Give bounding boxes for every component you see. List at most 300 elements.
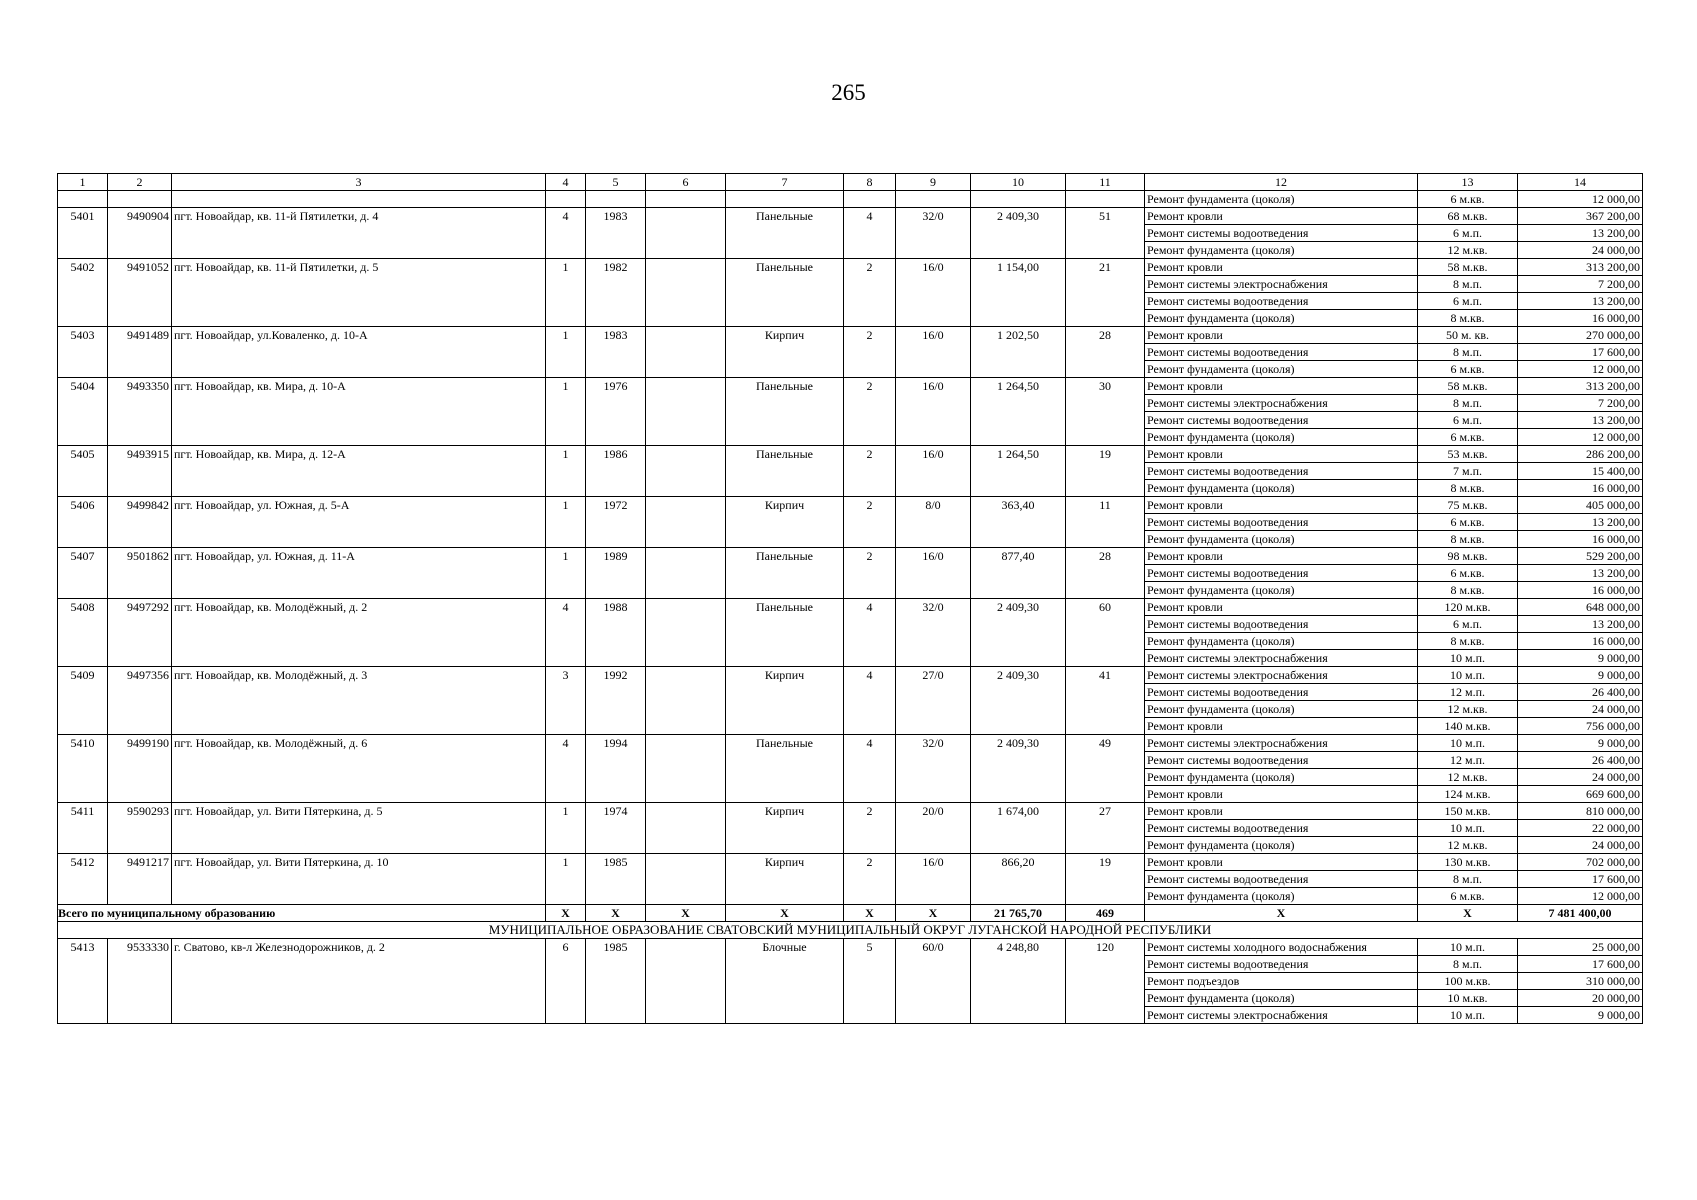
construction-year: 1972	[586, 497, 646, 548]
wall-material: Кирпич	[726, 803, 844, 854]
col-9-value: 16/0	[896, 259, 971, 327]
work-volume: 8 м.кв.	[1418, 531, 1518, 548]
work-cost: 313 200,00	[1518, 378, 1643, 395]
work-type: Ремонт фундамента (цоколя)	[1145, 990, 1418, 1007]
construction-year: 1988	[586, 599, 646, 667]
work-cost: 16 000,00	[1518, 633, 1643, 650]
building-code: 9501862	[108, 548, 172, 599]
work-type: Ремонт системы водоотведения	[1145, 820, 1418, 837]
work-type: Ремонт системы водоотведения	[1145, 616, 1418, 633]
work-volume: 12 м.кв.	[1418, 769, 1518, 786]
total-area: 2 409,30	[971, 208, 1066, 259]
section-title: МУНИЦИПАЛЬНОЕ ОБРАЗОВАНИЕ СВАТОВСКИЙ МУНИЦИПАЛЬНЫЙ ОКРУГ ЛУГАНСКОЙ НАРОДНОЙ РЕСПУБЛИКИ	[58, 922, 1643, 939]
empty-cell	[586, 191, 646, 208]
table-row	[58, 208, 1643, 225]
work-type: Ремонт системы водоотведения	[1145, 344, 1418, 361]
work-type: Ремонт кровли	[1145, 854, 1418, 871]
floors-count: 2	[844, 548, 896, 599]
work-cost: 9 000,00	[1518, 1007, 1643, 1024]
work-volume: 6 м.кв.	[1418, 514, 1518, 531]
work-volume: 6 м.кв.	[1418, 361, 1518, 378]
column-number: 2	[108, 174, 172, 191]
building-code: 9499190	[108, 735, 172, 803]
wall-material: Панельные	[726, 259, 844, 327]
work-type: Ремонт системы электроснабжения	[1145, 395, 1418, 412]
col-6-value	[646, 327, 726, 378]
work-type: Ремонт кровли	[1145, 208, 1418, 225]
table-row	[58, 259, 1643, 276]
wall-material: Панельные	[726, 599, 844, 667]
work-type: Ремонт системы водоотведения	[1145, 752, 1418, 769]
row-number: 5410	[58, 735, 108, 803]
building-code: 9590293	[108, 803, 172, 854]
work-volume: 68 м.кв.	[1418, 208, 1518, 225]
work-volume: 10 м.п.	[1418, 650, 1518, 667]
work-cost: 12 000,00	[1518, 361, 1643, 378]
column-number: 11	[1066, 174, 1145, 191]
floors-count: 2	[844, 327, 896, 378]
work-volume: 12 м.кв.	[1418, 701, 1518, 718]
floors-count: 2	[844, 446, 896, 497]
building-address: пгт. Новоайдар, ул. Вити Пятеркина, д. 5	[172, 803, 546, 854]
work-volume: 8 м.кв.	[1418, 310, 1518, 327]
floors-count: 2	[844, 259, 896, 327]
work-type: Ремонт подъездов	[1145, 973, 1418, 990]
col-6-value	[646, 446, 726, 497]
total-area: 1 674,00	[971, 803, 1066, 854]
work-type: Ремонт системы водоотведения	[1145, 293, 1418, 310]
work-type: Ремонт фундамента (цоколя)	[1145, 310, 1418, 327]
work-cost: 9 000,00	[1518, 667, 1643, 684]
col-9-value: 60/0	[896, 939, 971, 1024]
work-cost: 20 000,00	[1518, 990, 1643, 1007]
work-volume: 53 м.кв.	[1418, 446, 1518, 463]
residents-count: 51	[1066, 208, 1145, 259]
col-9-value: 32/0	[896, 208, 971, 259]
total-area: 877,40	[971, 548, 1066, 599]
col-4-value: 1	[546, 446, 586, 497]
col-6-value	[646, 667, 726, 735]
total-col-5: X	[586, 905, 646, 922]
column-number: 5	[586, 174, 646, 191]
work-volume: 8 м.п.	[1418, 276, 1518, 293]
empty-cell	[844, 191, 896, 208]
residents-count: 41	[1066, 667, 1145, 735]
work-cost: 24 000,00	[1518, 837, 1643, 854]
col-9-value: 16/0	[896, 378, 971, 446]
work-cost: 270 000,00	[1518, 327, 1643, 344]
wall-material: Кирпич	[726, 497, 844, 548]
work-cost: 16 000,00	[1518, 310, 1643, 327]
building-code: 9491217	[108, 854, 172, 905]
row-number: 5413	[58, 939, 108, 1024]
work-type: Ремонт кровли	[1145, 378, 1418, 395]
residents-count: 27	[1066, 803, 1145, 854]
work-type: Ремонт системы электроснабжения	[1145, 1007, 1418, 1024]
floors-count: 4	[844, 735, 896, 803]
table-row	[58, 667, 1643, 684]
work-volume: 130 м.кв.	[1418, 854, 1518, 871]
column-number: 6	[646, 174, 726, 191]
empty-cell	[896, 191, 971, 208]
work-cost: 12 000,00	[1518, 191, 1643, 208]
work-type: Ремонт фундамента (цоколя)	[1145, 582, 1418, 599]
work-type: Ремонт фундамента (цоколя)	[1145, 429, 1418, 446]
column-number: 8	[844, 174, 896, 191]
work-type: Ремонт фундамента (цоколя)	[1145, 361, 1418, 378]
building-address: г. Сватово, кв-л Железнодорожников, д. 2	[172, 939, 546, 1024]
col-9-value: 16/0	[896, 548, 971, 599]
col-6-value	[646, 854, 726, 905]
work-volume: 10 м.п.	[1418, 667, 1518, 684]
building-code: 9499842	[108, 497, 172, 548]
work-volume: 12 м.кв.	[1418, 242, 1518, 259]
residents-count: 120	[1066, 939, 1145, 1024]
construction-year: 1992	[586, 667, 646, 735]
work-volume: 6 м.кв.	[1418, 429, 1518, 446]
construction-year: 1982	[586, 259, 646, 327]
col-6-value	[646, 259, 726, 327]
section-header-row	[58, 922, 1643, 939]
table-row	[58, 854, 1643, 871]
work-type: Ремонт кровли	[1145, 548, 1418, 565]
work-cost: 13 200,00	[1518, 616, 1643, 633]
col-4-value: 1	[546, 327, 586, 378]
wall-material: Кирпич	[726, 327, 844, 378]
work-volume: 98 м.кв.	[1418, 548, 1518, 565]
page-number: 265	[831, 80, 866, 105]
work-volume: 75 м.кв.	[1418, 497, 1518, 514]
work-type: Ремонт кровли	[1145, 446, 1418, 463]
total-residents: 469	[1066, 905, 1145, 922]
work-volume: 10 м.п.	[1418, 735, 1518, 752]
row-number: 5401	[58, 208, 108, 259]
work-cost: 24 000,00	[1518, 701, 1643, 718]
work-cost: 12 000,00	[1518, 429, 1643, 446]
col-9-value: 16/0	[896, 446, 971, 497]
floors-count: 2	[844, 803, 896, 854]
column-number: 3	[172, 174, 546, 191]
column-number: 7	[726, 174, 844, 191]
work-volume: 10 м.п.	[1418, 1007, 1518, 1024]
column-number: 10	[971, 174, 1066, 191]
building-address: пгт. Новоайдар, ул. Южная, д. 11-А	[172, 548, 546, 599]
work-cost: 7 200,00	[1518, 276, 1643, 293]
work-volume: 6 м.п.	[1418, 616, 1518, 633]
residents-count: 28	[1066, 327, 1145, 378]
work-volume: 6 м.кв.	[1418, 888, 1518, 905]
wall-material: Панельные	[726, 735, 844, 803]
work-type: Ремонт системы водоотведения	[1145, 514, 1418, 531]
building-address: пгт. Новоайдар, ул.Коваленко, д. 10-А	[172, 327, 546, 378]
empty-cell	[646, 191, 726, 208]
work-type: Ремонт системы водоотведения	[1145, 871, 1418, 888]
work-volume: 6 м.п.	[1418, 225, 1518, 242]
total-area: 1 264,50	[971, 378, 1066, 446]
row-number: 5406	[58, 497, 108, 548]
table-body	[58, 174, 1643, 1024]
column-number-row	[58, 174, 1643, 191]
total-area: 2 409,30	[971, 599, 1066, 667]
col-9-value: 27/0	[896, 667, 971, 735]
col-4-value: 6	[546, 939, 586, 1024]
empty-cell	[108, 191, 172, 208]
work-type: Ремонт системы водоотведения	[1145, 412, 1418, 429]
work-type: Ремонт системы водоотведения	[1145, 565, 1418, 582]
work-type: Ремонт системы водоотведения	[1145, 956, 1418, 973]
total-col-8: X	[844, 905, 896, 922]
work-volume: 10 м.п.	[1418, 820, 1518, 837]
residents-count: 60	[1066, 599, 1145, 667]
construction-year: 1986	[586, 446, 646, 497]
work-volume: 10 м.кв.	[1418, 990, 1518, 1007]
total-area: 2 409,30	[971, 735, 1066, 803]
col-4-value: 1	[546, 259, 586, 327]
table-row	[58, 735, 1643, 752]
residents-count: 28	[1066, 548, 1145, 599]
work-volume: 8 м.п.	[1418, 871, 1518, 888]
work-volume: 8 м.п.	[1418, 395, 1518, 412]
work-cost: 16 000,00	[1518, 480, 1643, 497]
construction-year: 1994	[586, 735, 646, 803]
work-cost: 16 000,00	[1518, 531, 1643, 548]
table-row	[58, 446, 1643, 463]
col-9-value: 20/0	[896, 803, 971, 854]
work-cost: 13 200,00	[1518, 412, 1643, 429]
total-label: Всего по муниципальному образованию	[58, 905, 546, 922]
wall-material: Панельные	[726, 378, 844, 446]
total-area: 1 202,50	[971, 327, 1066, 378]
table-row	[58, 803, 1643, 820]
total-col-12: X	[1145, 905, 1418, 922]
row-number: 5402	[58, 259, 108, 327]
work-volume: 7 м.п.	[1418, 463, 1518, 480]
building-address: пгт. Новоайдар, кв. Молодёжный, д. 2	[172, 599, 546, 667]
total-row	[58, 905, 1643, 922]
work-cost: 25 000,00	[1518, 939, 1643, 956]
work-cost: 810 000,00	[1518, 803, 1643, 820]
work-volume: 10 м.п.	[1418, 939, 1518, 956]
residents-count: 21	[1066, 259, 1145, 327]
work-volume: 58 м.кв.	[1418, 378, 1518, 395]
table-row	[58, 599, 1643, 616]
work-type: Ремонт фундамента (цоколя)	[1145, 191, 1418, 208]
work-cost: 26 400,00	[1518, 752, 1643, 769]
work-volume: 8 м.кв.	[1418, 582, 1518, 599]
col-6-value	[646, 803, 726, 854]
total-col-6: X	[646, 905, 726, 922]
table-row	[58, 939, 1643, 956]
work-cost: 12 000,00	[1518, 888, 1643, 905]
residents-count: 11	[1066, 497, 1145, 548]
col-4-value: 1	[546, 378, 586, 446]
work-type: Ремонт кровли	[1145, 599, 1418, 616]
construction-year: 1983	[586, 208, 646, 259]
work-cost: 367 200,00	[1518, 208, 1643, 225]
work-type: Ремонт системы электроснабжения	[1145, 735, 1418, 752]
work-volume: 50 м. кв.	[1418, 327, 1518, 344]
construction-year: 1976	[586, 378, 646, 446]
empty-cell	[726, 191, 844, 208]
total-cost: 7 481 400,00	[1518, 905, 1643, 922]
row-number: 5412	[58, 854, 108, 905]
work-cost: 7 200,00	[1518, 395, 1643, 412]
row-number: 5405	[58, 446, 108, 497]
work-cost: 756 000,00	[1518, 718, 1643, 735]
col-6-value	[646, 939, 726, 1024]
work-type: Ремонт фундамента (цоколя)	[1145, 888, 1418, 905]
col-6-value	[646, 497, 726, 548]
work-cost: 310 000,00	[1518, 973, 1643, 990]
work-cost: 16 000,00	[1518, 582, 1643, 599]
building-address: пгт. Новоайдар, кв. Мира, д. 12-А	[172, 446, 546, 497]
building-code: 9491489	[108, 327, 172, 378]
work-type: Ремонт кровли	[1145, 786, 1418, 803]
work-type: Ремонт системы водоотведения	[1145, 225, 1418, 242]
column-number: 14	[1518, 174, 1643, 191]
work-cost: 286 200,00	[1518, 446, 1643, 463]
work-type: Ремонт фундамента (цоколя)	[1145, 480, 1418, 497]
col-6-value	[646, 548, 726, 599]
floors-count: 2	[844, 378, 896, 446]
work-cost: 702 000,00	[1518, 854, 1643, 871]
work-type: Ремонт системы электроснабжения	[1145, 276, 1418, 293]
work-cost: 13 200,00	[1518, 565, 1643, 582]
wall-material: Кирпич	[726, 854, 844, 905]
building-address: пгт. Новоайдар, кв. 11-й Пятилетки, д. 5	[172, 259, 546, 327]
col-4-value: 4	[546, 208, 586, 259]
table-row	[58, 378, 1643, 395]
building-code: 9493350	[108, 378, 172, 446]
work-type: Ремонт фундамента (цоколя)	[1145, 769, 1418, 786]
repair-register-table	[57, 173, 1643, 1024]
building-address: пгт. Новоайдар, кв. 11-й Пятилетки, д. 4	[172, 208, 546, 259]
work-type: Ремонт фундамента (цоколя)	[1145, 837, 1418, 854]
work-volume: 58 м.кв.	[1418, 259, 1518, 276]
table-row	[58, 497, 1643, 514]
building-code: 9497292	[108, 599, 172, 667]
work-volume: 8 м.кв.	[1418, 633, 1518, 650]
empty-cell	[1066, 191, 1145, 208]
work-type: Ремонт фундамента (цоколя)	[1145, 633, 1418, 650]
total-area: 21 765,70	[971, 905, 1066, 922]
empty-cell	[172, 191, 546, 208]
work-volume: 12 м.кв.	[1418, 837, 1518, 854]
column-number: 13	[1418, 174, 1518, 191]
work-cost: 13 200,00	[1518, 293, 1643, 310]
col-6-value	[646, 735, 726, 803]
work-cost: 22 000,00	[1518, 820, 1643, 837]
col-4-value: 1	[546, 803, 586, 854]
row-number: 5403	[58, 327, 108, 378]
row-number: 5411	[58, 803, 108, 854]
column-number: 12	[1145, 174, 1418, 191]
col-4-value: 4	[546, 735, 586, 803]
wall-material: Кирпич	[726, 667, 844, 735]
row-number: 5404	[58, 378, 108, 446]
work-type: Ремонт системы водоотведения	[1145, 463, 1418, 480]
row-number: 5409	[58, 667, 108, 735]
total-area: 1 154,00	[971, 259, 1066, 327]
work-type: Ремонт кровли	[1145, 803, 1418, 820]
total-area: 2 409,30	[971, 667, 1066, 735]
column-number: 1	[58, 174, 108, 191]
work-volume: 150 м.кв.	[1418, 803, 1518, 820]
residents-count: 19	[1066, 854, 1145, 905]
work-cost: 15 400,00	[1518, 463, 1643, 480]
work-volume: 140 м.кв.	[1418, 718, 1518, 735]
building-code: 9490904	[108, 208, 172, 259]
wall-material: Блочные	[726, 939, 844, 1024]
work-volume: 6 м.кв.	[1418, 191, 1518, 208]
residents-count: 19	[1066, 446, 1145, 497]
col-9-value: 32/0	[896, 735, 971, 803]
residents-count: 30	[1066, 378, 1145, 446]
work-type: Ремонт кровли	[1145, 327, 1418, 344]
work-volume: 100 м.кв.	[1418, 973, 1518, 990]
row-number: 5407	[58, 548, 108, 599]
col-4-value: 1	[546, 548, 586, 599]
construction-year: 1974	[586, 803, 646, 854]
building-code: 9497356	[108, 667, 172, 735]
col-4-value: 4	[546, 599, 586, 667]
empty-cell	[58, 191, 108, 208]
work-volume: 124 м.кв.	[1418, 786, 1518, 803]
table-row	[58, 548, 1643, 565]
work-type: Ремонт кровли	[1145, 259, 1418, 276]
building-address: пгт. Новоайдар, кв. Мира, д. 10-А	[172, 378, 546, 446]
work-type: Ремонт системы холодного водоснабжения	[1145, 939, 1418, 956]
table-row	[58, 327, 1643, 344]
work-cost: 648 000,00	[1518, 599, 1643, 616]
total-area: 866,20	[971, 854, 1066, 905]
col-6-value	[646, 378, 726, 446]
column-number: 4	[546, 174, 586, 191]
work-volume: 12 м.п.	[1418, 684, 1518, 701]
work-type: Ремонт фундамента (цоколя)	[1145, 701, 1418, 718]
empty-cell	[971, 191, 1066, 208]
work-cost: 24 000,00	[1518, 242, 1643, 259]
floors-count: 4	[844, 599, 896, 667]
col-4-value: 1	[546, 854, 586, 905]
work-type: Ремонт кровли	[1145, 718, 1418, 735]
work-cost: 9 000,00	[1518, 650, 1643, 667]
residents-count: 49	[1066, 735, 1145, 803]
floors-count: 4	[844, 208, 896, 259]
construction-year: 1989	[586, 548, 646, 599]
work-type: Ремонт системы электроснабжения	[1145, 650, 1418, 667]
total-area: 1 264,50	[971, 446, 1066, 497]
building-code: 9491052	[108, 259, 172, 327]
empty-cell	[546, 191, 586, 208]
column-number: 9	[896, 174, 971, 191]
work-volume: 12 м.п.	[1418, 752, 1518, 769]
construction-year: 1983	[586, 327, 646, 378]
building-address: пгт. Новоайдар, ул. Вити Пятеркина, д. 10	[172, 854, 546, 905]
col-9-value: 16/0	[896, 854, 971, 905]
wall-material: Панельные	[726, 208, 844, 259]
work-cost: 24 000,00	[1518, 769, 1643, 786]
total-col-4: X	[546, 905, 586, 922]
construction-year: 1985	[586, 939, 646, 1024]
col-9-value: 16/0	[896, 327, 971, 378]
building-code: 9493915	[108, 446, 172, 497]
work-cost: 17 600,00	[1518, 871, 1643, 888]
work-cost: 9 000,00	[1518, 735, 1643, 752]
building-code: 9533330	[108, 939, 172, 1024]
work-cost: 529 200,00	[1518, 548, 1643, 565]
col-9-value: 32/0	[896, 599, 971, 667]
